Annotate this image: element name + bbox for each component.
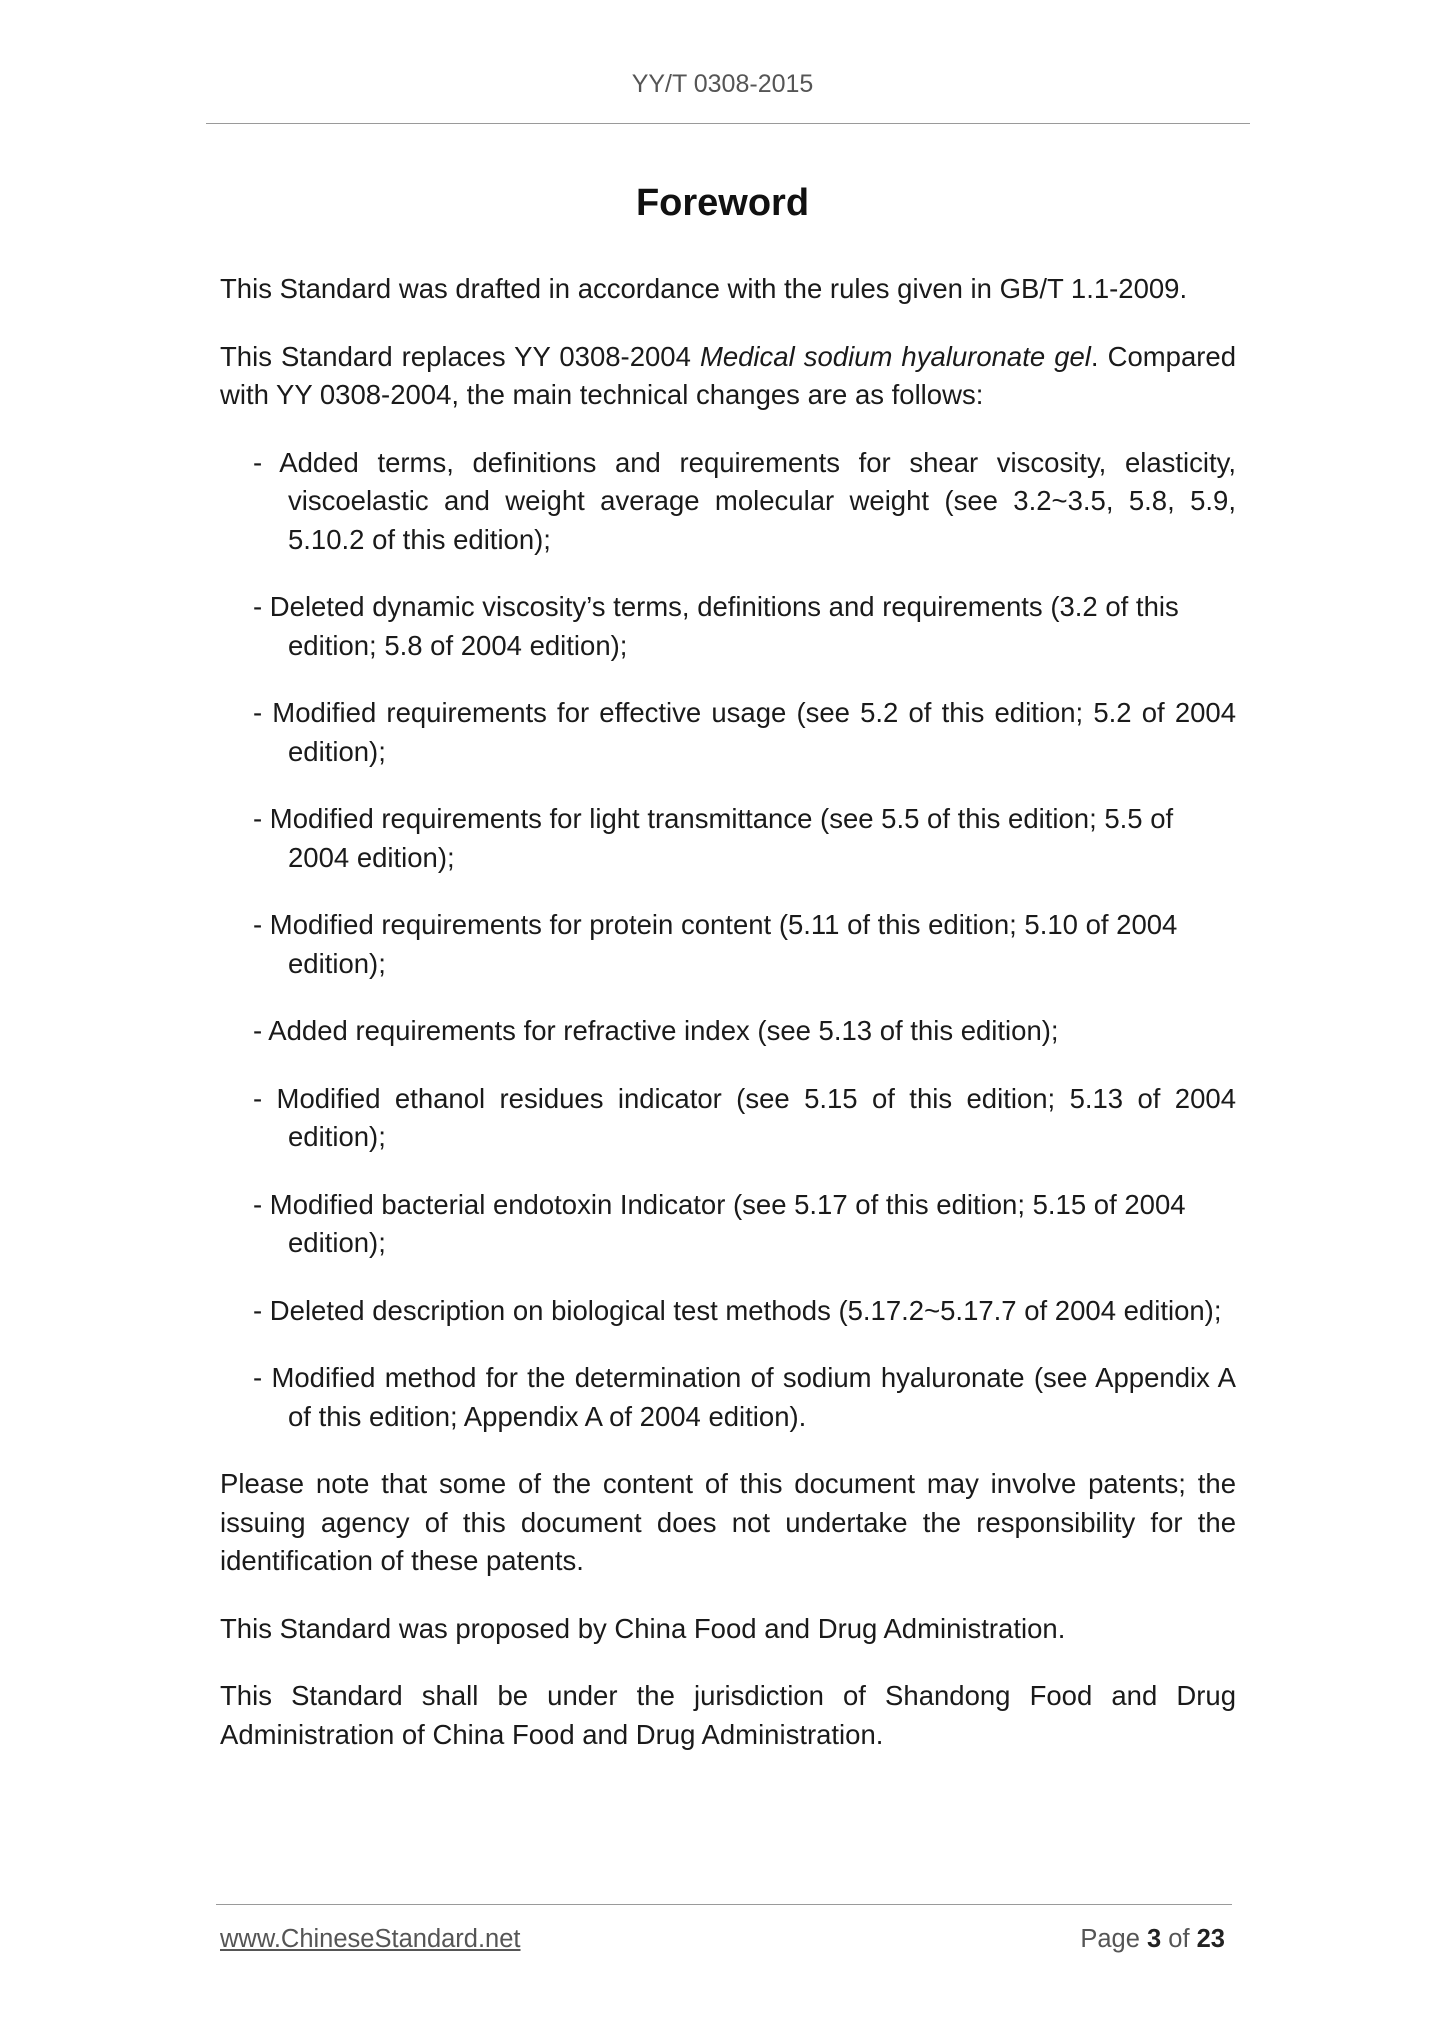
document-body xyxy=(220,270,1236,1783)
page-of-label: of xyxy=(1161,1925,1197,1953)
jurisdiction-paragraph: This Standard shall be under the jurisdiction of Shandong Food and Drug Administration of China Food and Drug Administration. xyxy=(220,1680,1236,1750)
list-item: - Added terms, definitions and requirements for shear viscosity, elasticity, viscoelastic and weight average molecular weight (see 3.2~3.5, 5.8, 5.9, 5.10.2 of this edition); xyxy=(253,446,1236,555)
drafting-paragraph: This Standard was drafted in accordance with the rules given in GB/T 1.1-2009. xyxy=(220,273,1188,304)
list-item: - Modified requirements for light transmittance (see 5.5 of this edition; 5.5 of 2004 edition); xyxy=(253,803,1174,873)
replaces-paragraph xyxy=(220,338,1236,415)
list-item: - Modified ethanol residues indicator (see 5.15 of this edition; 5.13 of 2004 edition); xyxy=(253,1082,1236,1152)
footer-divider xyxy=(216,1904,1232,1905)
total-pages: 23 xyxy=(1196,1925,1225,1953)
technical-changes-list xyxy=(220,444,1236,1437)
list-item: - Modified method for the determination of sodium hyaluronate (see Appendix A of this edition; Appendix A of 2004 edition). xyxy=(253,1362,1236,1432)
list-item: - Added requirements for refractive index (see 5.13 of this edition); xyxy=(253,1015,1059,1046)
patents-paragraph: Please note that some of the content of this document may involve patents; the issuing agency of this document does not undertake the responsibility for the identification of these patents. xyxy=(220,1468,1236,1576)
page-title: Foreword xyxy=(635,182,810,224)
running-header: YY/T 0308-2015 xyxy=(631,70,814,98)
replaced-standard-title: Medical sodium hyaluronate gel xyxy=(699,340,1091,372)
header-divider xyxy=(206,123,1250,124)
list-item: - Modified requirements for protein content (5.11 of this edition; 5.10 of 2004 edition); xyxy=(253,909,1178,979)
replaces-suffix: . Compared with YY 0308-2004, the main technical changes are as follows: xyxy=(220,340,1236,410)
replaces-prefix: This Standard replaces YY 0308-2004 xyxy=(220,340,700,372)
list-item: - Deleted dynamic viscosity’s terms, definitions and requirements (3.2 of this edition; 5.8 of 2004 edition); xyxy=(253,591,1179,661)
proposed-paragraph: This Standard was proposed by China Food and Drug Administration. xyxy=(220,1612,1066,1644)
page-label: Page xyxy=(1080,1925,1147,1953)
current-page: 3 xyxy=(1147,1925,1162,1953)
website-link[interactable]: www.ChineseStandard.net xyxy=(220,1925,521,1953)
page-number xyxy=(1080,1925,1225,1954)
list-item: - Modified requirements for effective usage (see 5.2 of this edition; 5.2 of 2004 edition); xyxy=(253,697,1236,767)
list-item: - Deleted description on biological test methods (5.17.2~5.17.7 of 2004 edition); xyxy=(253,1294,1222,1326)
list-item: - Modified bacterial endotoxin Indicator (see 5.17 of this edition; 5.15 of 2004 edition); xyxy=(253,1188,1186,1258)
